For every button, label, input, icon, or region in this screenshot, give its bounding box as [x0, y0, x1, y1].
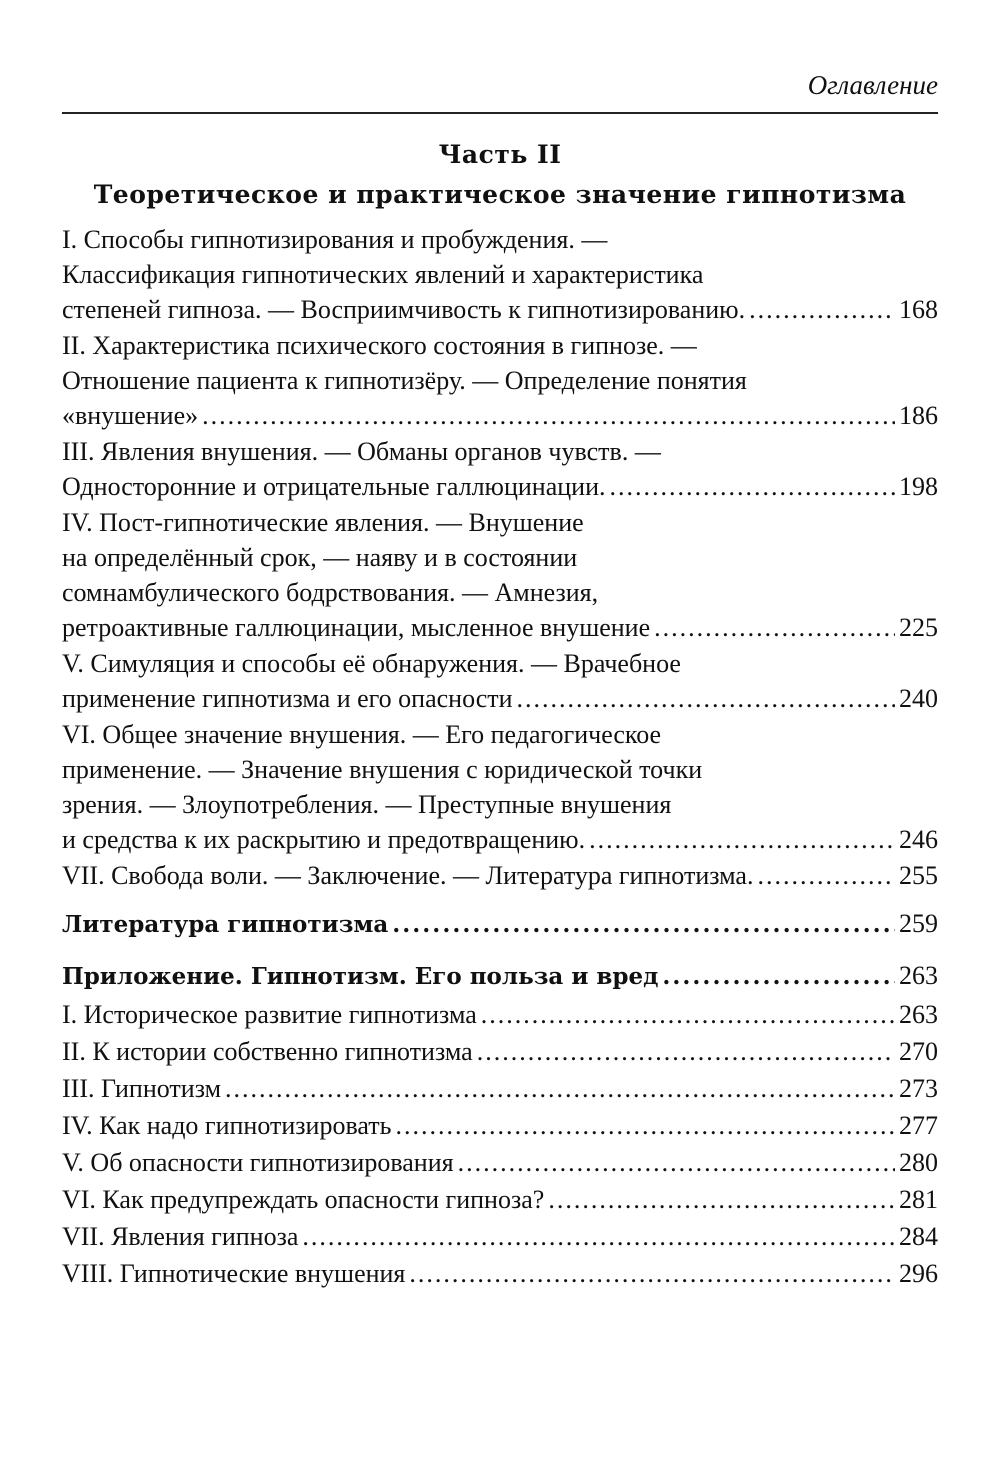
leader-dots [202, 398, 895, 433]
toc-entry-title-end: Литература гипнотизма [62, 911, 389, 938]
toc-entry[interactable] [62, 1107, 938, 1144]
toc-entry[interactable] [62, 1144, 938, 1181]
toc-entry-line: на определённый срок, — наяву и в состоянии [62, 543, 578, 572]
toc-entry[interactable] [62, 1218, 938, 1255]
toc-entry-title-end: Односторонние и отрицательные галлюцинации. [62, 472, 606, 501]
leader-dots [395, 1107, 895, 1144]
toc-appendix [62, 958, 938, 1292]
leader-dots [517, 681, 895, 716]
toc-entry-title-end: V. Об опасности гипнотизирования [62, 1148, 454, 1177]
toc-entry-line: I. Способы гипнотизирования и пробуждения. — [62, 225, 608, 254]
toc-page-number: 168 [899, 295, 938, 324]
leader-dots [409, 1255, 895, 1292]
toc-entry-line: Отношение пациента к гипнотизёру. — Определение понятия [62, 366, 747, 395]
part-title: Теоретическое и практическое значение гипнотизма [93, 180, 907, 209]
toc-entry-line: применение. — Значение внушения с юридической точки [62, 755, 703, 784]
toc-page-number: 270 [899, 1037, 938, 1066]
toc-page-number: 225 [899, 613, 938, 642]
toc-entry[interactable] [62, 434, 938, 504]
toc-entry-title-end: и средства к их раскрытию и предотвращению. [62, 825, 586, 854]
toc-entry-literature[interactable] [62, 906, 938, 942]
toc-entry-title-end: применение гипнотизма и его опасности [62, 684, 513, 713]
toc-entry-title-end: VIII. Гипнотические внушения [62, 1259, 406, 1288]
toc-page-number: 198 [899, 472, 938, 501]
leader-dots [757, 858, 895, 893]
toc-entry-appendix[interactable] [62, 958, 938, 994]
toc-page-number: 263 [899, 961, 938, 990]
header-rule [62, 112, 938, 114]
toc-part-two [62, 222, 938, 893]
toc-entry[interactable] [62, 646, 938, 716]
toc-entry-line: II. Характеристика психического состояния в гипнозе. — [62, 331, 697, 360]
toc-entry-title-end: ретроактивные галлюцинации, мысленное внушение [62, 613, 651, 642]
toc-page-number: 263 [899, 1000, 938, 1029]
toc-entry[interactable] [62, 996, 938, 1033]
toc-entry-line: сомнамбулического бодрствования. — Амнезия, [62, 578, 599, 607]
toc-entry[interactable] [62, 505, 938, 645]
part-number: Часть II [438, 140, 562, 169]
toc-entry-title-end: Приложение. Гипнотизм. Его польза и вред [62, 963, 659, 990]
toc-page-number: 186 [899, 401, 938, 430]
toc-entry-line: III. Явления внушения. — Обманы органов чувств. — [62, 437, 661, 466]
toc-page-number: 259 [899, 909, 938, 938]
leader-dots [589, 822, 895, 857]
leader-dots [302, 1218, 895, 1255]
leader-dots [662, 959, 895, 994]
leader-dots [548, 1181, 895, 1218]
leader-dots [392, 907, 895, 942]
toc-entry[interactable] [62, 717, 938, 857]
leader-dots [610, 469, 896, 504]
toc-page-number: 255 [899, 861, 938, 890]
toc-page-number: 280 [899, 1148, 938, 1177]
toc-entry-line: VI. Общее значение внушения. — Его педагогическое [62, 720, 662, 749]
toc-page-number: 240 [899, 684, 938, 713]
toc-page-number: 246 [899, 825, 938, 854]
toc-entry-title-end: I. Историческое развитие гипнотизма [62, 1000, 477, 1029]
leader-dots [225, 1070, 895, 1107]
toc-entry-line: V. Симуляция и способы её обнаружения. — Врачебное [62, 649, 681, 678]
toc-page-number: 277 [899, 1111, 938, 1140]
toc-entry-title-end: степеней гипноза. — Восприимчивость к гипнотизированию. [62, 295, 746, 324]
toc-entry-line: IV. Пост-гипнотические явления. — Внушение [62, 508, 584, 537]
leader-dots [477, 1033, 895, 1070]
toc-entry[interactable] [62, 858, 938, 893]
toc-entry-title-end: VII. Явления гипноза [62, 1222, 299, 1251]
leader-dots [654, 610, 895, 645]
toc-entry[interactable] [62, 222, 938, 327]
toc-entry-title-end: II. К истории собственно гипнотизма [62, 1037, 473, 1066]
leader-dots [481, 996, 895, 1033]
leader-dots [749, 292, 895, 327]
toc-entry-title-end: III. Гипнотизм [62, 1074, 222, 1103]
leader-dots [458, 1144, 895, 1181]
toc-entry-title-end: IV. Как надо гипнотизировать [62, 1111, 392, 1140]
toc-entry-title-end: VI. Как предупреждать опасности гипноза? [62, 1185, 545, 1214]
toc-entry-title-end: «внушение» [62, 401, 199, 430]
toc-page-number: 284 [899, 1222, 938, 1251]
toc-page-number: 296 [899, 1259, 938, 1288]
toc-entry[interactable] [62, 1181, 938, 1218]
running-head: Оглавление [807, 70, 938, 100]
toc-page-number: 281 [899, 1185, 938, 1214]
toc-entry[interactable] [62, 1255, 938, 1292]
toc-entry-title-end: VII. Свобода воли. — Заключение. — Литература гипнотизма. [62, 861, 754, 890]
toc-page-number: 273 [899, 1074, 938, 1103]
toc-literature [62, 906, 938, 942]
toc-entry[interactable] [62, 328, 938, 433]
toc-entry[interactable] [62, 1033, 938, 1070]
toc-entry-line: зрения. — Злоупотребления. — Преступные внушения [62, 790, 672, 819]
toc-entry-line: Классификация гипнотических явлений и характеристика [62, 260, 704, 289]
toc-entry[interactable] [62, 1070, 938, 1107]
